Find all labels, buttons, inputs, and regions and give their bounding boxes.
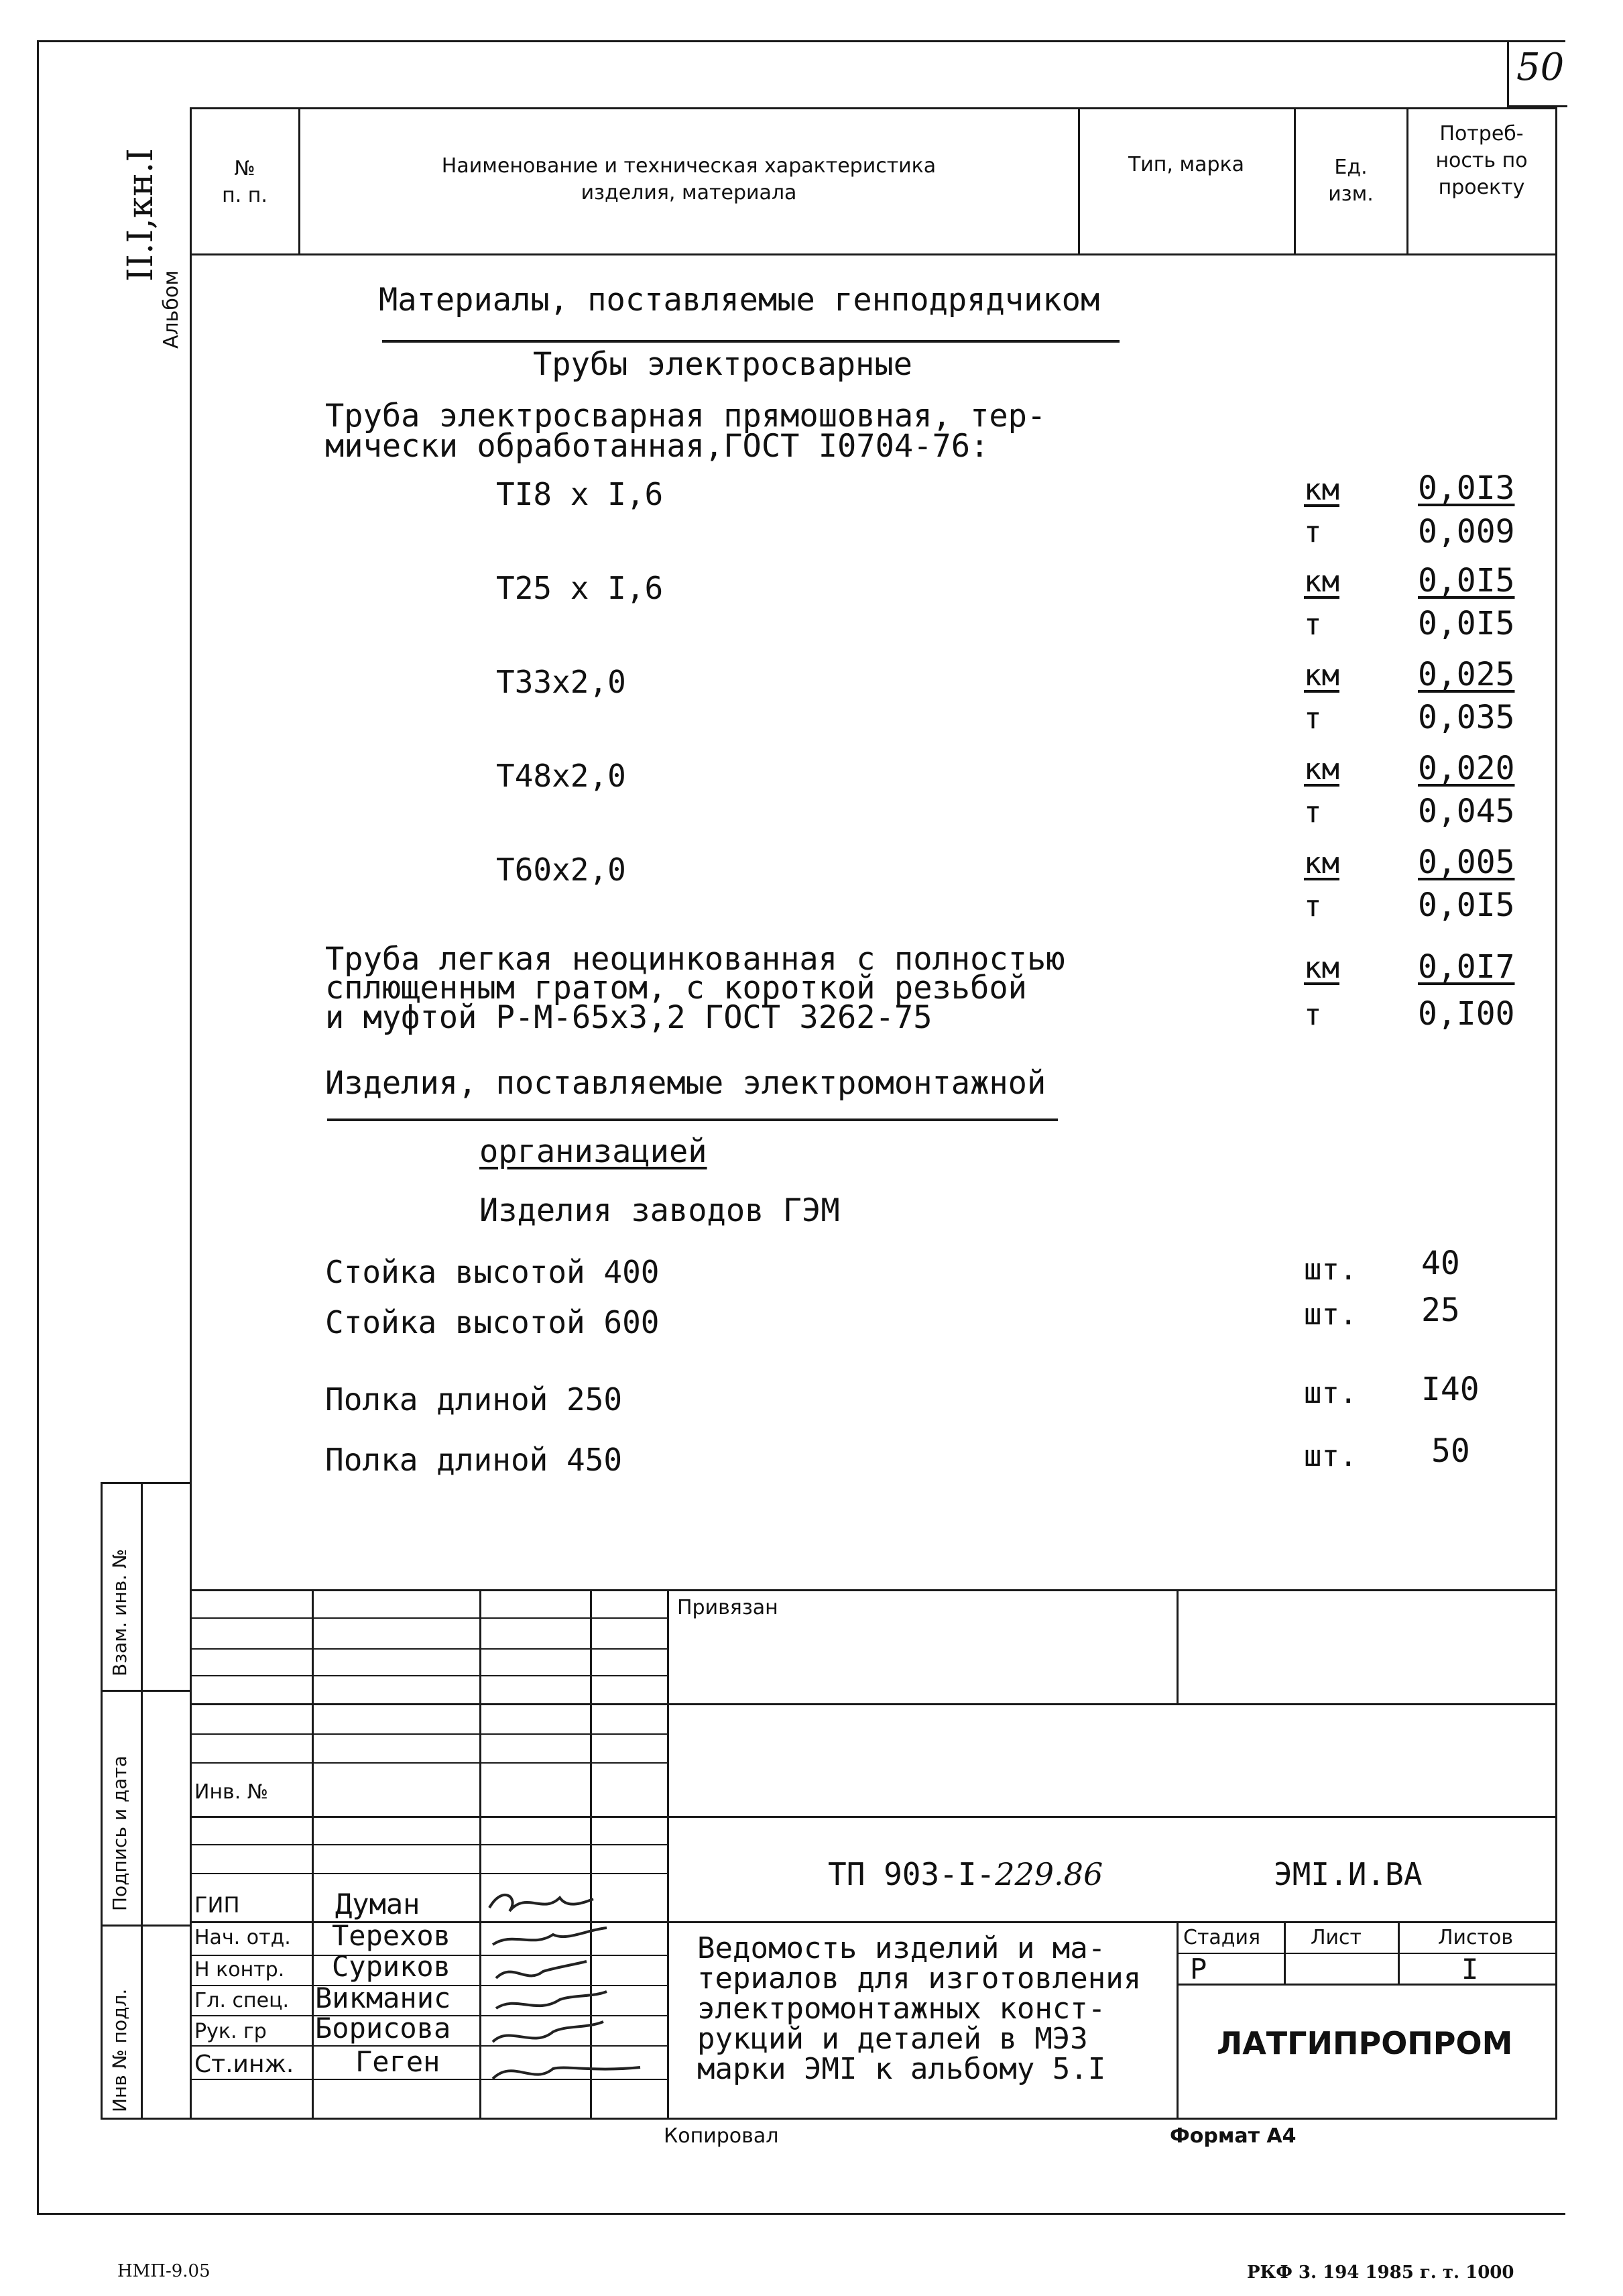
pipe-value-t: 0,0I5 (1418, 605, 1515, 642)
grid-hline-1 (1177, 1953, 1557, 1954)
product-name: Полка длиной 450 (325, 1442, 623, 1478)
section1-title-underline (382, 340, 1120, 343)
stamp-hline-8 (190, 1844, 669, 1845)
signature-mark (493, 2022, 603, 2042)
product-unit: шт. (1304, 1253, 1358, 1287)
stamp-hline-2 (190, 1648, 669, 1650)
inv-no-label: Инв. № (194, 1780, 269, 1804)
pipe-value-t: 0,009 (1418, 513, 1515, 551)
pipe-name: T25 x I,6 (496, 570, 664, 606)
stamp-hline-4 (190, 1703, 1557, 1705)
frame-bottom-line (37, 2213, 1565, 2215)
pipe-unit-km: км (1304, 565, 1339, 599)
stamp-vline-a (312, 1589, 314, 2119)
role-name: Викманис (315, 1982, 451, 2014)
light-pipe-line1: Труба легкая неоцинкованная с полностью (325, 941, 1065, 978)
pipe-name: T48x2,0 (496, 758, 626, 794)
light-pipe-line3: и муфтой Р-М-65х3,2 ГОСТ 3262-75 (325, 999, 933, 1036)
pipe-value-t: 0,045 (1418, 793, 1515, 830)
section2-title-line2: организацией (479, 1133, 707, 1170)
product-name: Стойка высотой 600 (325, 1304, 660, 1340)
product-unit: шт. (1304, 1376, 1358, 1410)
role-label: Ст.инж. (194, 2051, 294, 2078)
pipe-unit-t: т (1304, 515, 1322, 549)
header-need: Потреб- ность по проекту (1435, 122, 1528, 199)
product-unit: шт. (1304, 1439, 1358, 1473)
role-label: Гл. спец. (194, 1989, 290, 2012)
product-value: 40 (1421, 1245, 1460, 1282)
pipe-value-km: 0,0I5 (1418, 562, 1515, 599)
doc-title-line2: териалов для изготовления (697, 1961, 1142, 1996)
grid-vline-1 (1177, 1921, 1179, 2119)
side-column-div2 (101, 1925, 191, 1927)
side-column-outer (101, 1482, 103, 2119)
stamp-hline-7 (190, 1816, 1557, 1818)
light-pipe-line2: сплющенным гратом, с короткой резьбой (325, 970, 1027, 1007)
role-name: Думан (335, 1888, 420, 1920)
table-top-border (190, 107, 1557, 109)
pipe-value-km: 0,0I3 (1418, 469, 1515, 507)
pipe-value-km: 0,020 (1418, 750, 1515, 787)
side-column-bottom (101, 2118, 191, 2120)
side-label-inv-podl: Инв № подл. (109, 1988, 131, 2112)
role-label: ГИП (194, 1892, 240, 1918)
light-pipe-value-km: 0,0I7 (1418, 948, 1515, 986)
light-pipe-unit-t: т (1304, 998, 1322, 1032)
pipe-name: T33x2,0 (496, 664, 626, 700)
product-value: I40 (1421, 1371, 1480, 1408)
doc-title-line4: рукций и деталей в МЭЗ (697, 2022, 1088, 2056)
doc-title-line5: марки ЭМI к альбому 5.I (697, 2052, 1106, 2086)
stamp-vline-privyazan (1177, 1589, 1179, 1703)
pipe-unit-t: т (1304, 701, 1322, 736)
light-pipe-value-t: 0,I00 (1418, 995, 1515, 1033)
album-code: II.I,кн.I (121, 148, 161, 282)
stage-label: Стадия (1183, 1926, 1261, 1949)
stamp-hline-9 (190, 1873, 669, 1874)
doc-title-line3: электромонтажных конст- (697, 1992, 1106, 2026)
role-name: Борисова (315, 2012, 451, 2045)
product-name: Полка длиной 250 (325, 1381, 623, 1418)
stamp-hline-1 (190, 1617, 669, 1619)
role-label: Рук. гр (194, 2020, 267, 2043)
signature-mark (493, 2067, 640, 2079)
format-label: Формат А4 (1170, 2124, 1297, 2148)
stamp-vline-d (667, 1589, 669, 2119)
section2-subtitle: Изделия заводов ГЭМ (479, 1192, 840, 1229)
page-number: 50 (1516, 46, 1565, 89)
frame-left-line (37, 40, 39, 2213)
document-mark: ЭМI.И.ВА (1274, 1856, 1423, 1892)
section1-desc-line2: мически обработанная,ГОСТ I0704-76: (325, 428, 989, 465)
grid-hline-2 (1177, 1984, 1557, 1986)
role-name: Терехов (332, 1919, 451, 1952)
signature-mark (493, 1928, 607, 1945)
section1-subtitle: Трубы электросварные (533, 346, 912, 383)
role-label: Нач. отд. (194, 1926, 291, 1949)
header-name: Наименование и техническая характеристика изделия, материала (441, 154, 937, 205)
header-divider-4 (1406, 107, 1408, 255)
header-num: № п. п. (222, 157, 267, 207)
sheets-label: Листов (1438, 1926, 1514, 1949)
light-pipe-unit-km: км (1304, 951, 1339, 985)
copied-label: Копировал (664, 2124, 779, 2148)
sheets-value: I (1461, 1953, 1479, 1986)
header-unit: Ед. изм. (1328, 156, 1374, 206)
pipe-value-km: 0,025 (1418, 656, 1515, 693)
pipe-unit-t: т (1304, 795, 1322, 829)
pipe-name: TI8 x I,6 (496, 476, 664, 512)
product-value: 25 (1421, 1292, 1460, 1329)
role-label: Н контр. (194, 1958, 285, 1982)
privyazan-label: Привязан (677, 1596, 778, 1619)
signatures (479, 1878, 654, 2119)
document-code-hand: 229.86 (995, 1856, 1103, 1892)
header-type: Тип, марка (1128, 153, 1245, 176)
product-name: Стойка высотой 400 (325, 1254, 660, 1290)
pipe-unit-t: т (1304, 608, 1322, 642)
section2-title-underline (327, 1118, 1058, 1121)
sheet-label: Лист (1311, 1926, 1362, 1949)
section2-title-line1: Изделия, поставляемые электромонтажной (325, 1065, 1046, 1102)
stamp-hline-3 (190, 1675, 669, 1676)
side-column-div1 (101, 1690, 191, 1692)
header-bottom-border (190, 253, 1557, 255)
role-name: Геген (355, 2045, 440, 2078)
section1-title: Материалы, поставляемые генподрядчиком (379, 282, 1100, 319)
signature-mark (489, 1895, 593, 1911)
stamp-hline-6 (190, 1762, 669, 1764)
pipe-value-t: 0,035 (1418, 699, 1515, 736)
signature-mark (496, 1992, 607, 2008)
pipe-value-km: 0,005 (1418, 844, 1515, 881)
pipe-value-t: 0,0I5 (1418, 886, 1515, 924)
header-divider-3 (1294, 107, 1296, 255)
side-column-inner (141, 1482, 143, 2119)
side-column-top (101, 1482, 191, 1484)
stamp-top-border (190, 1589, 1557, 1591)
signature-mark (496, 1961, 587, 1978)
frame-top-line (37, 40, 1565, 42)
stamp-bottom-border (190, 2118, 1557, 2120)
side-label-podpis: Подпись и дата (109, 1756, 131, 1911)
organization-name: ЛАТГИПРОПРОМ (1217, 2025, 1513, 2061)
product-value: 50 (1431, 1432, 1470, 1470)
side-label-vzam: Взам. инв. № (109, 1548, 131, 1676)
pipe-unit-km: км (1304, 658, 1339, 693)
stage-value: Р (1190, 1953, 1207, 1986)
footer-left-code: НМП-9.05 (117, 2261, 211, 2281)
page-number-box-left (1507, 40, 1509, 107)
doc-title-line1: Ведомость изделий и ма- (697, 1931, 1106, 1965)
album-label: Альбом (160, 270, 183, 349)
pipe-name: T60x2,0 (496, 852, 626, 888)
document-code-prefix: ТП 903-I- (828, 1856, 996, 1892)
document-code (828, 1856, 1103, 1892)
header-divider-1 (298, 107, 300, 255)
pipe-unit-km: км (1304, 473, 1339, 507)
pipe-unit-t: т (1304, 889, 1322, 923)
stamp-hline-5 (190, 1733, 669, 1735)
pipe-unit-km: км (1304, 846, 1339, 880)
header-divider-2 (1078, 107, 1080, 255)
product-unit: шт. (1304, 1298, 1358, 1332)
footer-right-code: РКФ 3. 194 1985 г. т. 1000 (1247, 2262, 1514, 2283)
pipe-unit-km: км (1304, 752, 1339, 787)
role-name: Суриков (332, 1950, 451, 1983)
section1-desc-line1: Труба электросварная прямошовная, тер- (325, 398, 1046, 435)
